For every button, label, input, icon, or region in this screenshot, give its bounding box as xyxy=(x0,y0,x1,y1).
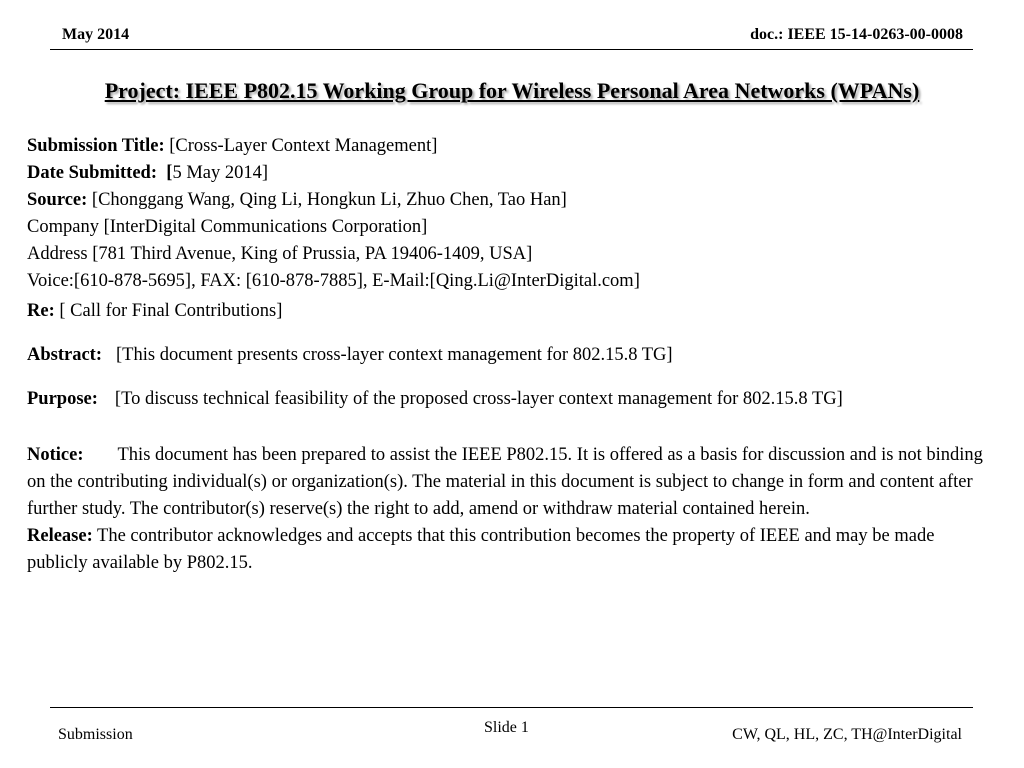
footer-authors: CW, QL, HL, ZC, TH@InterDigital xyxy=(732,726,962,743)
notice-value: This document has been prepared to assist the IEEE P802.15. It is offered as a basis for discussion and is not binding on the contributing individual(s) or organization(s). The material in this document is subject to change in form and content after further study. The contributor(s) reserve(s) the right to add, amend or withdraw material contained herein. xyxy=(27,445,983,519)
date-bracket: [ xyxy=(166,163,173,183)
notice-paragraph xyxy=(27,442,992,523)
company-line: Company [InterDigital Communications Corporation] xyxy=(27,217,428,237)
header-doc-id: doc.: IEEE 15-14-0263-00-0008 xyxy=(750,26,963,43)
release-paragraph xyxy=(27,523,992,577)
release-value: The contributor acknowledges and accepts that this contribution becomes the property of IEEE and may be made publicly available by P802.15. xyxy=(27,526,935,573)
re-label: Re: xyxy=(27,301,55,321)
submission-title-line xyxy=(27,133,992,160)
header-date: May 2014 xyxy=(62,26,130,43)
page-title: Project: IEEE P802.15 Working Group for Wireless Personal Area Networks (WPANs) xyxy=(104,78,920,103)
notice-label: Notice: xyxy=(27,445,84,465)
slide-body xyxy=(27,133,992,577)
date-submitted-line xyxy=(27,160,992,187)
submission-title-label: Submission Title: xyxy=(27,136,165,156)
purpose-label: Purpose: xyxy=(27,389,98,409)
header-divider xyxy=(50,49,973,50)
address-line: Address [781 Third Avenue, King of Prussia, PA 19406-1409, USA] xyxy=(27,244,533,264)
source-value: [Chonggang Wang, Qing Li, Hongkun Li, Zhuo Chen, Tao Han] xyxy=(87,190,567,210)
footer-divider xyxy=(50,707,973,708)
re-line xyxy=(27,298,992,325)
contact-line: Voice:[610-878-5695], FAX: [610-878-7885], E-Mail:[Qing.Li@InterDigital.com] xyxy=(27,271,640,291)
source-label: Source: xyxy=(27,190,88,210)
release-label: Release: xyxy=(27,526,93,546)
source-line xyxy=(27,187,992,214)
re-value: [ Call for Final Contributions] xyxy=(54,301,283,321)
slide-number: Slide 1 xyxy=(484,719,529,736)
submission-title-value: [Cross-Layer Context Management] xyxy=(164,136,438,156)
purpose-value: [To discuss technical feasibility of the proposed cross-layer context management for 802.15.8 TG] xyxy=(114,389,843,409)
abstract-value: [This document presents cross-layer context management for 802.15.8 TG] xyxy=(116,345,673,365)
date-submitted-label: Date Submitted: xyxy=(27,163,158,183)
abstract-label: Abstract: xyxy=(27,345,103,365)
purpose-paragraph xyxy=(27,386,992,413)
date-submitted-value: 5 May 2014] xyxy=(172,163,269,183)
footer-submission: Submission xyxy=(58,726,133,743)
abstract-line xyxy=(27,342,992,369)
